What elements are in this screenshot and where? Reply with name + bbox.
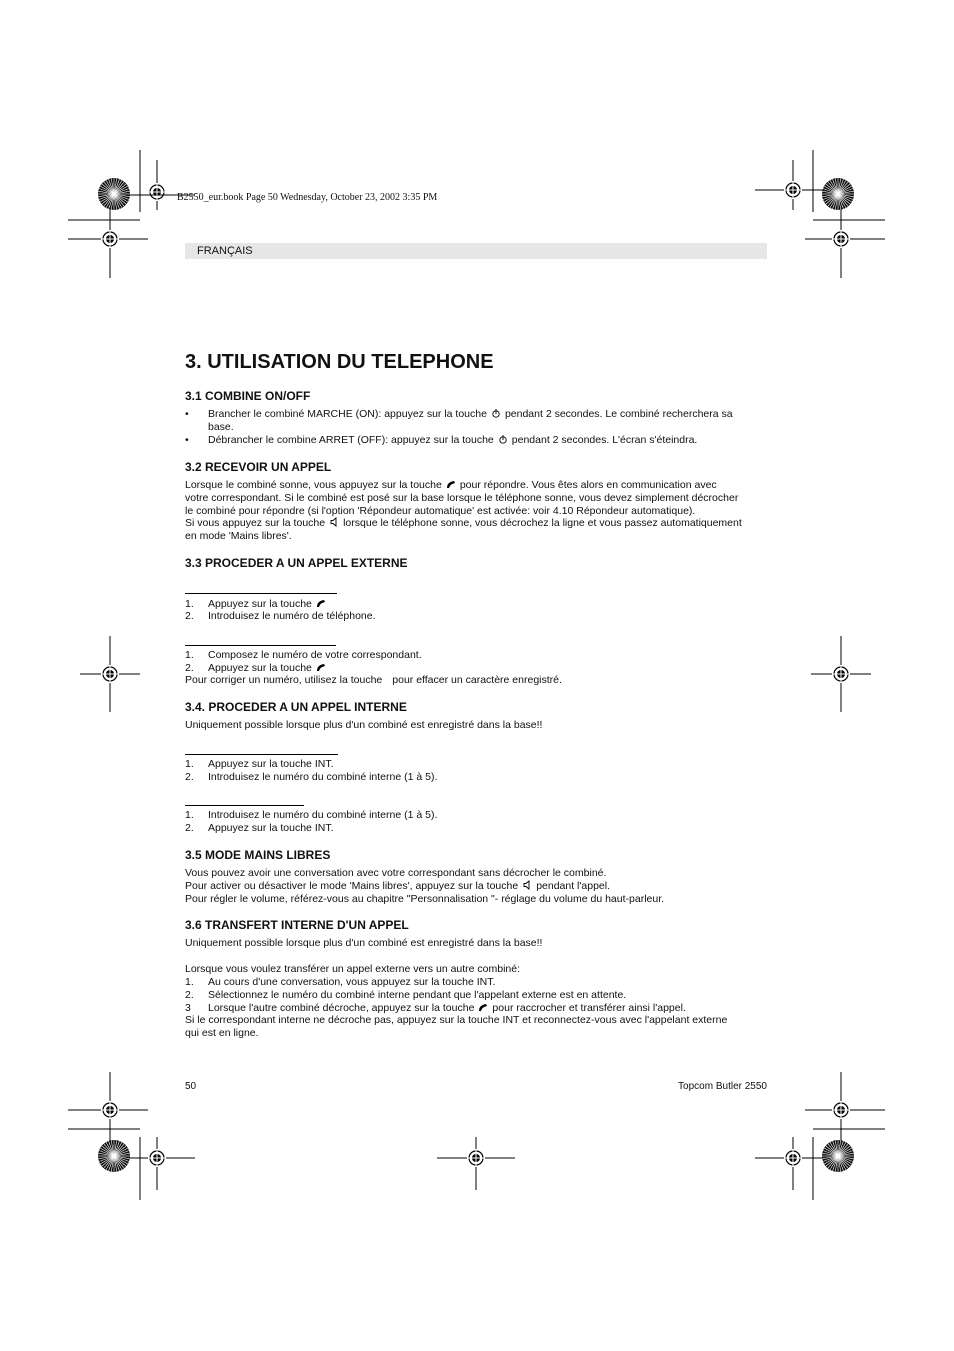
power-icon [489, 408, 503, 418]
heading-3-1: 3.1 COMBINE ON/OFF [185, 389, 311, 403]
item-text: Introduisez le numéro du combiné interne (1 à 5). [208, 771, 438, 783]
divider [185, 645, 336, 646]
book-info-line: B2550_eur.book Page 50 Wednesday, October 23, 2002 3:35 PM [177, 192, 438, 203]
language-bar [185, 243, 767, 259]
heading-3-3: 3.3 PROCEDER A UN APPEL EXTERNE [185, 556, 408, 570]
item-number: 1. [185, 598, 194, 610]
text: pour répondre. Vous êtes alors en communication avec [459, 479, 717, 491]
text: Lorsque le combiné sonne, vous appuyez sur la touche [185, 479, 442, 491]
heading-3-6: 3.6 TRANSFERT INTERNE D'UN APPEL [185, 918, 409, 932]
item-text: Au cours d'une conversation, vous appuyez sur la touche INT. [208, 976, 496, 988]
item-text: Lorsque l'autre combiné décroche, appuyez sur la touche [208, 1002, 475, 1014]
paragraph-line: Lorsque vous voulez transférer un appel externe vers un autre combiné: [185, 963, 521, 975]
page-number: 50 [185, 1081, 197, 1092]
item-number: 3 [185, 1002, 191, 1014]
paragraph-line [185, 517, 742, 530]
paragraph-line [185, 674, 562, 687]
paragraph-line: votre correspondant. Si le combiné est posé sur la base lorsque le téléphone sonne, vous devez simplement décrocher [185, 492, 739, 504]
item-text: Introduisez le numéro du combiné interne (1 à 5). [208, 809, 438, 821]
divider [185, 754, 338, 755]
item-text: Appuyez sur la touche [208, 598, 312, 610]
text: pour effacer un caractère enregistré. [392, 674, 562, 686]
divider [185, 805, 304, 806]
text: lorsque le téléphone sonne, vous décrochez la ligne et vous passez automatiquement [343, 517, 742, 529]
item-text: Appuyez sur la touche INT. [208, 758, 334, 770]
paragraph-line [185, 880, 610, 893]
divider [185, 593, 337, 594]
item-number: 1. [185, 758, 194, 770]
paragraph-line: en mode 'Mains libres'. [185, 530, 292, 542]
language-label: FRANÇAIS [197, 245, 253, 257]
item-number: 1. [185, 976, 194, 988]
text: Pour activer ou désactiver le mode 'Mains libres', appuyez sur la touche [185, 880, 519, 892]
item-text: Appuyez sur la touche INT. [208, 822, 334, 834]
paragraph-line: Uniquement possible lorsque plus d'un combiné est enregistré dans la base!! [185, 937, 543, 949]
item-text: pendant 2 secondes. L'écran s'éteindra. [511, 434, 698, 446]
phone-icon [314, 598, 328, 608]
text: pendant l'appel. [536, 880, 611, 892]
phone-icon [476, 1002, 490, 1012]
phone-icon [444, 479, 458, 489]
heading-3-2: 3.2 RECEVOIR UN APPEL [185, 460, 332, 474]
bullet: • [185, 408, 189, 420]
item-number: 1. [185, 809, 194, 821]
paragraph-line: Uniquement possible lorsque plus d'un combiné est enregistré dans la base!! [185, 719, 543, 731]
item-text: Sélectionnez le numéro du combiné interne pendant que l'appelant externe est en attente. [208, 989, 627, 1001]
paragraph-line: Vous pouvez avoir une conversation avec votre correspondant sans décrocher le combiné. [185, 867, 607, 879]
product-name: Topcom Butler 2550 [678, 1081, 767, 1092]
heading-3-5: 3.5 MODE MAINS LIBRES [185, 848, 331, 862]
paragraph-line: Si le correspondant interne ne décroche pas, appuyez sur la touche INT et reconnectez-vous avec l'appelant externe [185, 1014, 728, 1026]
paragraph-line [185, 479, 717, 492]
text: Si vous appuyez sur la touche [185, 517, 326, 529]
item-text: Appuyez sur la touche [208, 662, 312, 674]
item-text: Brancher le combiné MARCHE (ON): appuyez sur la touche [208, 408, 487, 420]
item-text: Introduisez le numéro de téléphone. [208, 610, 376, 622]
item-number: 2. [185, 771, 194, 783]
item-text: pour raccrocher et transférer ainsi l'appel. [492, 1002, 686, 1014]
bullet: • [185, 434, 189, 446]
page-title: 3. UTILISATION DU TELEPHONE [185, 351, 494, 373]
item-number: 1. [185, 649, 194, 661]
heading-3-4: 3.4. PROCEDER A UN APPEL INTERNE [185, 700, 407, 714]
item-text: Débrancher le combine ARRET (OFF): appuyez sur la touche [208, 434, 494, 446]
paragraph-line: le combiné pour répondre (si l'option 'Répondeur automatique' est activée: voir 4.10 Répondeur automatique). [185, 505, 696, 517]
phone-icon [314, 662, 328, 672]
item-number: 2. [185, 662, 194, 674]
power-icon [496, 434, 510, 444]
item-text: Composez le numéro de votre correspondant. [208, 649, 422, 661]
speaker-icon [327, 517, 341, 527]
item-number: 2. [185, 989, 194, 1001]
text: Pour corriger un numéro, utilisez la touche [185, 674, 383, 686]
item-number: 2. [185, 822, 194, 834]
item-text: pendant 2 secondes. Le combiné recherchera sa [504, 408, 733, 420]
item-text: base. [208, 421, 234, 433]
item-number: 2. [185, 610, 194, 622]
paragraph-line: qui est en ligne. [185, 1027, 259, 1039]
paragraph-line: Pour régler le volume, référez-vous au chapitre "Personnalisation "- réglage du volume du haut-parleur. [185, 893, 665, 905]
speaker-icon [520, 880, 534, 890]
